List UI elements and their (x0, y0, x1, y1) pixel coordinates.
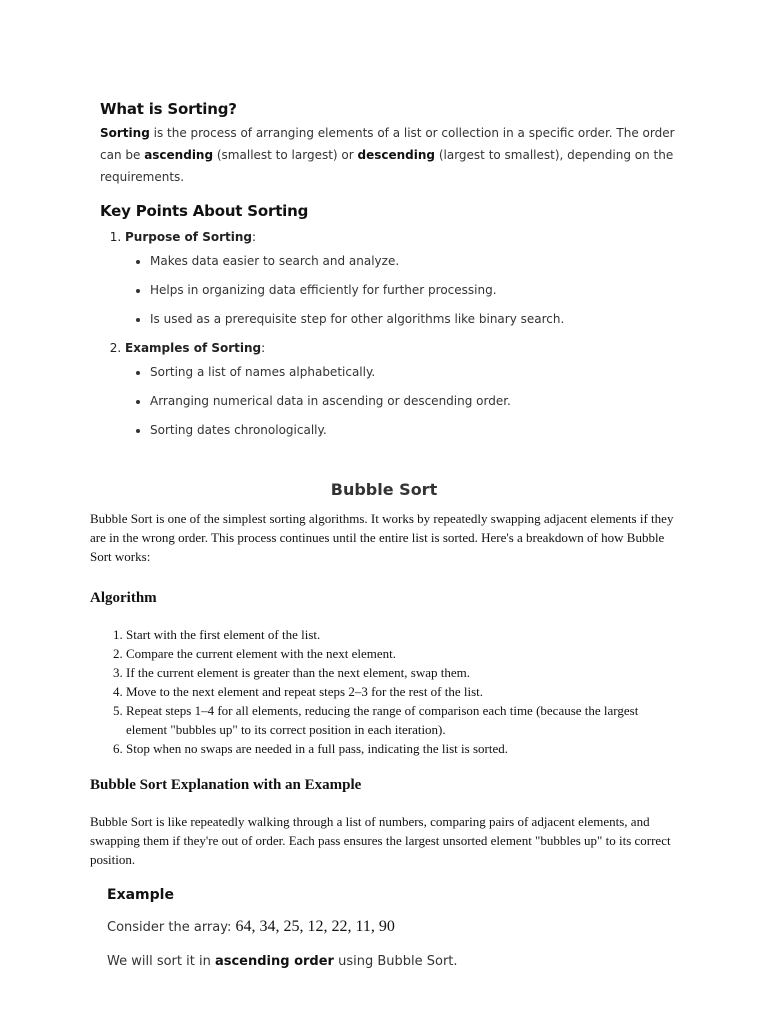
what-is-sorting-heading: What is Sorting? (100, 100, 237, 118)
algorithm-step: 5. Repeat steps 1–4 for all elements, reducing the range of comparison each time (because the largest element "bubbles up" to its correct position in each iteration). (126, 701, 682, 739)
bullet-item: • Arranging numerical data in ascending or descending order. (150, 392, 680, 410)
bullet-item: • Is used as a prerequisite step for other algorithms like binary search. (150, 310, 680, 328)
example-heading: Example (107, 887, 174, 903)
sorting-section (100, 100, 680, 450)
algorithm-step: 1. Start with the first element of the list. (126, 625, 682, 644)
example-section (107, 887, 687, 972)
bullet-item: • Sorting dates chronologically. (150, 421, 680, 439)
bullet-item: • Helps in organizing data efficiently for further processing. (150, 281, 680, 299)
sort-order-line: We will sort it in ascending order using Bubble Sort. (107, 954, 458, 969)
array-values: 64, 34, 25, 12, 22, 11, 90 (235, 918, 395, 935)
bubble-sort-section (90, 509, 682, 869)
bullet-item: • Makes data easier to search and analyze. (150, 252, 680, 270)
algorithm-step: 2. Compare the current element with the next element. (126, 644, 682, 663)
bullet-list (125, 363, 680, 439)
algorithm-steps (90, 625, 682, 758)
bullet-item: • Sorting a list of names alphabetically. (150, 363, 680, 381)
consider-array-line: Consider the array: 64, 34, 25, 12, 22, 11, 90 (107, 918, 395, 935)
sorting-intro-paragraph: Sorting is the process of arranging elements of a list or collection in a specific order. The order can be ascending (smallest to largest) or descending (largest to smallest), depending on the requirements. (100, 126, 675, 184)
key-point-item: 1. Purpose of Sorting: • Makes data easier to search and analyze. • Helps in organizing data efficiently for further processing. • Is used as a prerequisite step for other algorithms like binary search. (125, 228, 680, 328)
bubble-intro-paragraph: Bubble Sort is one of the simplest sorting algorithms. It works by repeatedly swapping adjacent elements if they are in the wrong order. This process continues until the entire list is sorted. Here's a breakdown of how Bubble Sort works: (90, 511, 674, 564)
example-explanation-heading: Bubble Sort Explanation with an Example (90, 777, 362, 793)
bullet-list (125, 252, 680, 328)
algorithm-step: 6. Stop when no swaps are needed in a full pass, indicating the list is sorted. (126, 739, 682, 758)
algorithm-heading: Algorithm (90, 590, 157, 606)
bubble-sort-title: Bubble Sort (330, 480, 438, 499)
key-points-list (100, 228, 680, 439)
example-intro-paragraph: Bubble Sort is like repeatedly walking through a list of numbers, comparing pairs of adjacent elements, and swapping them if they're out of order. Each pass ensures the largest unsorted element "bubbles up" to its correct position. (90, 814, 671, 867)
algorithm-step: 4. Move to the next element and repeat steps 2–3 for the rest of the list. (126, 682, 682, 701)
algorithm-step: 3. If the current element is greater than the next element, swap them. (126, 663, 682, 682)
key-point-item: 2. Examples of Sorting: • Sorting a list of names alphabetically. • Arranging numerical data in ascending or descending order. • Sorting dates chronologically. (125, 339, 680, 439)
key-points-heading: Key Points About Sorting (100, 202, 309, 220)
